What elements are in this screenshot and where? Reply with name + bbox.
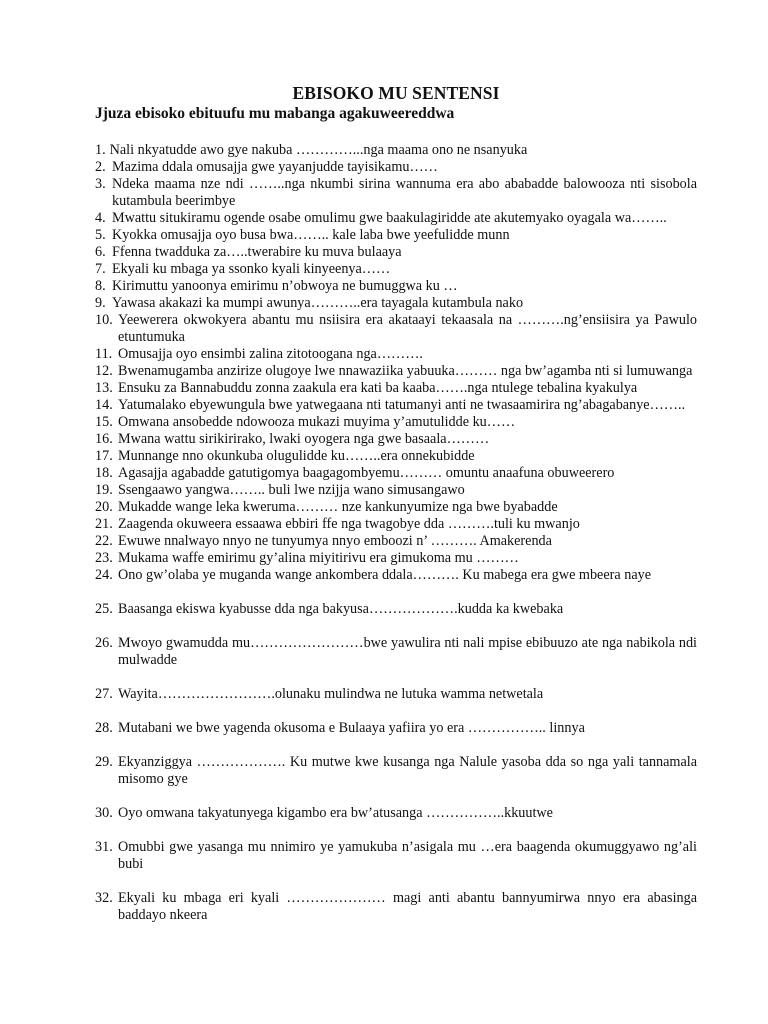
question-item	[95, 431, 697, 448]
question-text: Omwana ansobedde ndowooza mukazi muyima y’amutulidde ku……	[118, 414, 516, 430]
question-item	[95, 227, 697, 244]
question-item	[95, 805, 697, 822]
question-number: 2.	[95, 159, 106, 175]
question-item	[95, 516, 697, 533]
question-text: Ono gw’olaba ye muganda wange ankombera ddala………. Ku mabega era gwe mbeera naye	[118, 567, 652, 583]
question-number: 18.	[95, 465, 113, 481]
question-text: Mukadde wange leka kweruma……… nze kankunyumize nga bwe byabadde	[118, 499, 558, 515]
question-text: Kirimuttu yanoonya emirimu n’obwoya ne bumuggwa ku …	[112, 278, 458, 294]
question-number: 3.	[95, 176, 106, 192]
question-number: 16.	[95, 431, 113, 447]
question-text: Oyo omwana takyatunyega kigambo era bw’atusanga ……………..kkuutwe	[118, 805, 553, 821]
question-number: 24.	[95, 567, 113, 583]
question-item	[95, 635, 697, 669]
question-item	[95, 295, 697, 312]
question-item	[95, 380, 697, 397]
question-text: Ensuku za Bannabuddu zonna zaakula era kati ba kaaba…….nga ntulege tebalina kyakulya	[118, 380, 638, 396]
question-text: Ssengaawo yangwa…….. buli lwe nzijja wano simusangawo	[118, 482, 465, 498]
question-number: 12.	[95, 363, 113, 379]
question-number: 7.	[95, 261, 106, 277]
question-item	[95, 482, 697, 499]
question-text: Mwattu situkiramu ogende osabe omulimu gwe baakulagiridde ate akutemyako oyagala wa……..	[112, 210, 667, 226]
question-text: Mazima ddala omusajja gwe yayanjudde tayisikamu……	[112, 159, 438, 175]
question-text: Mukama waffe emirimu gy’alina miyitirivu era gimukoma mu ………	[118, 550, 519, 566]
question-item	[95, 278, 697, 295]
page-title: EBISOKO MU SENTENSI	[292, 83, 500, 103]
question-item	[95, 363, 697, 380]
question-item	[95, 261, 697, 278]
question-number: 31.	[95, 839, 113, 855]
question-item	[95, 499, 697, 516]
question-text: Omubbi gwe yasanga mu nnimiro ye yamukuba n’asigala mu …era baagenda okumuggyawo ng’ali bubi	[118, 839, 697, 872]
question-text: Munnange nno okunkuba olugulidde ku……..era onnekubidde	[118, 448, 475, 464]
question-text: Yawasa akakazi ka mumpi awunya………..era tayagala kutambula nako	[112, 295, 524, 311]
instruction-text: Jjuza ebisoko ebituufu mu mabanga agakuweereddwa	[95, 105, 455, 122]
question-number: 13.	[95, 380, 113, 396]
question-text: Ffenna twadduka za…..twerabire ku muva bulaaya	[112, 244, 402, 260]
question-item	[95, 567, 697, 584]
question-number: 8.	[95, 278, 106, 294]
question-number: 14.	[95, 397, 113, 413]
question-number: 1.	[95, 142, 106, 158]
question-text: Baasanga ekiswa kyabusse dda nga bakyusa……………….kudda ka kwebaka	[118, 601, 564, 617]
question-number: 15.	[95, 414, 113, 430]
question-text: Ekyanziggya ………………. Ku mutwe kwe kusanga nga Nalule yasoba dda so nga yali tannamala misomo gye	[118, 754, 697, 787]
question-text: Mutabani we bwe yagenda okusoma e Bulaaya yafiira yo era …………….. linnya	[118, 720, 585, 736]
question-number: 10.	[95, 312, 113, 328]
question-number: 28.	[95, 720, 113, 736]
question-number: 32.	[95, 890, 113, 906]
question-item	[95, 312, 697, 346]
question-text: Mwana wattu sirikirirako, lwaki oyogera nga gwe basaala………	[118, 431, 490, 447]
question-text: Yatumalako ebyewungula bwe yatwegaana nti tatumanyi anti ne twasaamirira ng’abagabanye……..	[118, 397, 686, 413]
question-text: Yeewerera okwokyera abantu mu nsiisira era akataayi tekaasala na ……….ng’ensiisira ya Pawulo etuntumuka	[118, 312, 697, 345]
question-text: Mwoyo gwamudda mu……………………bwe yawulira nti nali mpise ebibuuzo ate nga nabikola ndi mulwadde	[118, 635, 697, 668]
question-text: Ekyali ku mbaga ya ssonko kyali kinyeenya……	[112, 261, 391, 277]
question-text: Ekyali ku mbaga eri kyali ………………… magi anti abantu bannyumirwa nnyo era abasinga baddayo nkeera	[118, 890, 697, 923]
question-number: 6.	[95, 244, 106, 260]
question-item	[95, 754, 697, 788]
question-item	[95, 176, 697, 210]
question-text: Agasajja agabadde gatutigomya baagagombyemu……… omuntu anaafuna obuweerero	[118, 465, 615, 481]
question-number: 21.	[95, 516, 113, 532]
question-item	[95, 414, 697, 431]
question-text: Zaagenda okuweera essaawa ebbiri ffe nga twagobye dda ……….tuli ku mwanjo	[118, 516, 580, 532]
question-text: Bwenamugamba anzirize olugoye lwe nnawaziika yabuuka……… nga bw’agamba nti si lumuwanga	[118, 363, 693, 379]
question-text: Kyokka omusajja oyo busa bwa…….. kale laba bwe yeefulidde munn	[112, 227, 510, 243]
question-item	[95, 720, 697, 737]
question-number: 23.	[95, 550, 113, 566]
question-item	[95, 533, 697, 550]
question-number: 9.	[95, 295, 106, 311]
question-number: 20.	[95, 499, 113, 515]
worksheet	[95, 82, 697, 924]
question-text: Omusajja oyo ensimbi zalina zitotoogana nga……….	[118, 346, 423, 362]
question-item	[95, 346, 697, 363]
question-number: 25.	[95, 601, 113, 617]
question-item	[95, 159, 697, 176]
question-item	[95, 601, 697, 618]
question-number: 19.	[95, 482, 113, 498]
question-item	[95, 448, 697, 465]
question-number: 29.	[95, 754, 113, 770]
question-number: 30.	[95, 805, 113, 821]
question-number: 17.	[95, 448, 113, 464]
question-number: 22.	[95, 533, 113, 549]
question-text: Ewuwe nnalwayo nnyo ne tunyumya nnyo emboozi n’ ………. Amakerenda	[118, 533, 552, 549]
question-text: Ndeka maama nze ndi ……..nga nkumbi sirina wannuma era abo ababadde balowooza nti sisobola kutambula beerimbye	[112, 176, 697, 209]
question-item	[95, 839, 697, 873]
question-item	[95, 465, 697, 482]
question-number: 4.	[95, 210, 106, 226]
question-item	[95, 890, 697, 924]
question-item	[95, 142, 697, 159]
question-number: 5.	[95, 227, 106, 243]
question-number: 26.	[95, 635, 113, 651]
question-item	[95, 686, 697, 703]
question-item	[95, 210, 697, 227]
question-item	[95, 397, 697, 414]
question-number: 27.	[95, 686, 113, 702]
question-item	[95, 244, 697, 261]
question-item	[95, 550, 697, 567]
question-list	[95, 142, 697, 924]
question-text: Wayita…………………….olunaku mulindwa ne lutuka wamma netwetala	[118, 686, 544, 702]
question-text: Nali nkyatudde awo gye nakuba …………...nga maama ono ne nsanyuka	[109, 142, 528, 158]
question-number: 11.	[95, 346, 113, 362]
